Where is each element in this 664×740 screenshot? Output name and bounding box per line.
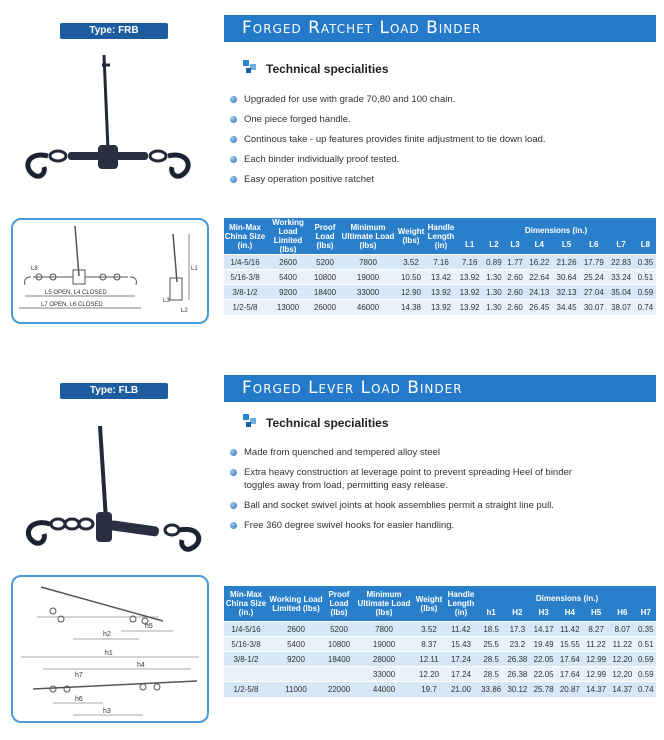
- flb-table-cell: 18400: [324, 652, 354, 667]
- flb-col-handle: Handle Length (in): [444, 586, 478, 622]
- frb-product-image: [18, 55, 198, 195]
- flb-table-cell: 12.20: [609, 652, 635, 667]
- frb-bullet: Easy operation positive ratchet: [230, 173, 546, 186]
- frb-table-cell: 46000: [340, 300, 396, 315]
- flb-table-cell: 12.99: [583, 667, 609, 682]
- frb-table-cell: 13.92: [426, 285, 456, 300]
- flb-col-mul: Minimum Ultimate Load (lbs): [354, 586, 414, 622]
- frb-table-cell: 7.16: [426, 255, 456, 270]
- flb-table-cell: 8.07: [609, 622, 635, 637]
- flb-table-cell: 26.38: [504, 652, 530, 667]
- flb-col-dims: Dimensions (in.): [478, 586, 656, 604]
- frb-diagram-drawing: [13, 220, 207, 322]
- flb-table-cell: 17.64: [557, 652, 583, 667]
- flb-col-proof: Proof Load (lbs): [324, 586, 354, 622]
- frb-table-cell: 3/8-1/2: [224, 285, 266, 300]
- flb-dim-col-header: H2: [504, 604, 530, 621]
- frb-table-cell: 5400: [266, 270, 310, 285]
- flb-table-cell: [324, 667, 354, 682]
- frb-table-cell: 1/4-5/16: [224, 255, 266, 270]
- flb-dim-col-header: H3: [531, 604, 557, 621]
- flb-table-cell: 23.2: [504, 637, 530, 652]
- frb-table-cell: 13.92: [456, 285, 483, 300]
- flb-table-cell: 28000: [354, 652, 414, 667]
- flb-dim-col-header: H6: [609, 604, 635, 621]
- flb-table-cell: 11.22: [609, 637, 635, 652]
- flb-table-cell: 9200: [268, 652, 324, 667]
- frb-table-cell: 33.24: [607, 270, 634, 285]
- flb-table-cell: 15.55: [557, 637, 583, 652]
- frb-table-cell: 12.90: [396, 285, 426, 300]
- flb-table-cell: 5200: [324, 622, 354, 637]
- frb-label-l8: L8: [31, 266, 38, 272]
- frb-label-l7: L7 OPEN, L6 CLOSED: [41, 302, 103, 308]
- frb-table-row: [224, 255, 656, 270]
- frb-bullet: Upgraded for use with grade 70,80 and 100 chain.: [230, 93, 546, 106]
- frb-dim-col-header: L2: [483, 237, 504, 255]
- flb-dim-col-header: h1: [478, 604, 504, 621]
- flb-table-row: [224, 682, 656, 697]
- flb-table-cell: 17.3: [504, 622, 530, 637]
- flb-table-row: [224, 652, 656, 667]
- frb-table-cell: 13000: [266, 300, 310, 315]
- flb-table-cell: 1/2-5/8: [224, 682, 268, 697]
- frb-col-size: Min-Max China Size (in.): [224, 218, 266, 255]
- flb-table-cell: 12.11: [414, 652, 444, 667]
- frb-dim-col-header: L1: [456, 237, 483, 255]
- flb-table-cell: 12.20: [609, 667, 635, 682]
- flb-table-cell: 3/8-1/2: [224, 652, 268, 667]
- flb-table-cell: 0.51: [636, 637, 657, 652]
- flb-table-cell: 11000: [268, 682, 324, 697]
- flb-table-cell: 28.5: [478, 667, 504, 682]
- flb-label-h6: h6: [75, 696, 83, 703]
- frb-table-cell: 25.24: [580, 270, 607, 285]
- frb-bullet: One piece forged handle.: [230, 113, 546, 126]
- frb-table-cell: 7.16: [456, 255, 483, 270]
- frb-table-cell: 9200: [266, 285, 310, 300]
- flb-label-h1: h1: [105, 650, 113, 657]
- flb-table-row: [224, 622, 656, 637]
- flb-table-cell: 5400: [268, 637, 324, 652]
- frb-col-weight: Weight (lbs): [396, 218, 426, 255]
- frb-spec-table: [224, 218, 656, 315]
- frb-col-proof: Proof Load (lbs): [310, 218, 340, 255]
- flb-table-cell: 8.37: [414, 637, 444, 652]
- frb-table-cell: 1.30: [483, 270, 504, 285]
- frb-table-cell: 30.64: [553, 270, 580, 285]
- frb-bullet: Continous take - up features provides finite adjustment to tie down load.: [230, 133, 546, 146]
- frb-table-row: [224, 300, 656, 315]
- flb-table-cell: 25.78: [531, 682, 557, 697]
- frb-table-cell: 7800: [340, 255, 396, 270]
- flb-label-h2: h2: [103, 631, 111, 638]
- flb-bullet: Free 360 degree swivel hooks for easier handling.: [230, 519, 572, 532]
- frb-table-cell: 10.50: [396, 270, 426, 285]
- flb-table-cell: 14.37: [583, 682, 609, 697]
- flb-bullet: Made from quenched and tempered alloy steel: [230, 446, 572, 459]
- flb-spec-heading: Technical specialities: [266, 416, 389, 430]
- flb-spec-table: [224, 586, 656, 697]
- frb-table-cell: 5200: [310, 255, 340, 270]
- flb-table-cell: 11.22: [583, 637, 609, 652]
- flb-table-cell: 17.64: [557, 667, 583, 682]
- frb-table-cell: 2.60: [504, 300, 525, 315]
- flb-bullet: Extra heavy construction at leverage point to prevent spreading Heel of binder: [230, 466, 572, 479]
- frb-table-cell: 16.22: [526, 255, 553, 270]
- frb-table-row: [224, 270, 656, 285]
- flb-table-cell: 26.38: [504, 667, 530, 682]
- frb-table-cell: 27.04: [580, 285, 607, 300]
- frb-bullet: Each binder individually proof tested.: [230, 153, 546, 166]
- frb-table-cell: 26000: [310, 300, 340, 315]
- frb-table-cell: 0.89: [483, 255, 504, 270]
- flb-table-cell: 11.42: [444, 622, 478, 637]
- flb-table-cell: 0.74: [636, 682, 657, 697]
- flb-label-h4: h4: [137, 662, 145, 669]
- flb-table-cell: 22.05: [531, 652, 557, 667]
- frb-table-cell: 24.13: [526, 285, 553, 300]
- frb-dim-col-header: L6: [580, 237, 607, 255]
- frb-label-l5: L5 OPEN, L4 CLOSED: [45, 290, 107, 296]
- flb-table-cell: 1/4-5/16: [224, 622, 268, 637]
- flb-bullet-continued: toggles away from load, permitting easy release.: [244, 480, 448, 491]
- flb-table-cell: 14.37: [609, 682, 635, 697]
- flb-table-cell: 5/16-3/8: [224, 637, 268, 652]
- flb-table-cell: 17.24: [444, 667, 478, 682]
- frb-dim-col-header: L5: [553, 237, 580, 255]
- frb-type-badge: Type: FRB: [60, 23, 168, 39]
- flb-table-cell: 20.87: [557, 682, 583, 697]
- frb-table-cell: 2600: [266, 255, 310, 270]
- frb-table-cell: 35.04: [607, 285, 634, 300]
- flb-col-size: Min-Max China Size (in.): [224, 586, 268, 622]
- frb-table-cell: 26.45: [526, 300, 553, 315]
- frb-table-cell: 14.38: [396, 300, 426, 315]
- flb-table-cell: 0.59: [636, 667, 657, 682]
- flb-label-h7: h7: [75, 672, 83, 679]
- flb-table-cell: 3.52: [414, 622, 444, 637]
- frb-title-bar: Forged Ratchet Load Binder: [224, 15, 656, 42]
- frb-table-cell: 13.92: [456, 270, 483, 285]
- flb-dim-col-header: H7: [636, 604, 657, 621]
- flb-label-h3: h3: [103, 708, 111, 715]
- flb-table-cell: 11.42: [557, 622, 583, 637]
- frb-table-cell: 33000: [340, 285, 396, 300]
- frb-dimension-diagram: [11, 218, 209, 324]
- frb-col-wll: Working Load Limited (lbs): [266, 218, 310, 255]
- frb-label-l3: L3: [163, 298, 170, 304]
- frb-table-cell: 30.07: [580, 300, 607, 315]
- frb-table-cell: 17.79: [580, 255, 607, 270]
- frb-label-l2: L2: [181, 308, 188, 314]
- flb-table-row: [224, 637, 656, 652]
- frb-table-cell: 13.92: [456, 300, 483, 315]
- frb-table-cell: 13.92: [426, 300, 456, 315]
- flb-col-wll: Working Load Limited (lbs): [268, 586, 324, 622]
- flb-title-bar: Forged Lever Load Binder: [224, 375, 656, 402]
- frb-table-cell: 18400: [310, 285, 340, 300]
- flb-dim-col-header: H5: [583, 604, 609, 621]
- frb-table-cell: 13.42: [426, 270, 456, 285]
- frb-table-cell: 21.26: [553, 255, 580, 270]
- flb-col-weight: Weight (lbs): [414, 586, 444, 622]
- frb-dim-col-header: L3: [504, 237, 525, 255]
- flb-table-cell: 12.99: [583, 652, 609, 667]
- flb-table-cell: 21.00: [444, 682, 478, 697]
- frb-table-cell: 5/16-3/8: [224, 270, 266, 285]
- flb-table-cell: 18.5: [478, 622, 504, 637]
- flb-table-cell: 33.86: [478, 682, 504, 697]
- frb-table-cell: 0.35: [635, 255, 656, 270]
- flb-table-cell: 0.35: [636, 622, 657, 637]
- flb-table-cell: 0.59: [636, 652, 657, 667]
- flb-table-cell: 22.05: [531, 667, 557, 682]
- frb-table-cell: 0.51: [635, 270, 656, 285]
- frb-table-cell: 1.77: [504, 255, 525, 270]
- flb-table-cell: 19000: [354, 637, 414, 652]
- flb-table-cell: 22000: [324, 682, 354, 697]
- flb-dimension-diagram: [11, 575, 209, 723]
- flb-table-cell: 15.43: [444, 637, 478, 652]
- flb-diagram-drawing: [13, 577, 207, 721]
- flb-table-cell: 17.24: [444, 652, 478, 667]
- frb-spec-heading: Technical specialities: [266, 62, 389, 76]
- frb-table-cell: 22.64: [526, 270, 553, 285]
- flb-table-cell: 2600: [268, 622, 324, 637]
- frb-table-cell: 1.30: [483, 300, 504, 315]
- flb-type-badge: Type: FLB: [60, 383, 168, 399]
- frb-table-cell: 34.45: [553, 300, 580, 315]
- flb-dim-col-header: H4: [557, 604, 583, 621]
- frb-table-cell: 19000: [340, 270, 396, 285]
- flb-table-cell: 28.5: [478, 652, 504, 667]
- frb-table-cell: 1.30: [483, 285, 504, 300]
- frb-table-cell: 10800: [310, 270, 340, 285]
- flb-table-cell: 19.7: [414, 682, 444, 697]
- frb-label-l1: L1: [191, 266, 198, 272]
- flb-table-cell: 10800: [324, 637, 354, 652]
- frb-dim-col-header: L4: [526, 237, 553, 255]
- frb-col-dims: Dimensions (in.): [456, 218, 656, 237]
- frb-table-cell: 1/2-5/8: [224, 300, 266, 315]
- frb-table-row: [224, 285, 656, 300]
- flb-table-row: [224, 667, 656, 682]
- frb-dim-col-header: L8: [635, 237, 656, 255]
- flb-table-cell: 25.5: [478, 637, 504, 652]
- frb-table-cell: 2.60: [504, 270, 525, 285]
- flb-table-cell: [224, 667, 268, 682]
- frb-table-cell: 3.52: [396, 255, 426, 270]
- flb-table-cell: 33000: [354, 667, 414, 682]
- flb-table-cell: 19.49: [531, 637, 557, 652]
- flb-table-cell: [268, 667, 324, 682]
- flb-table-cell: 8.27: [583, 622, 609, 637]
- flb-table-cell: 12.20: [414, 667, 444, 682]
- flb-table-cell: 30.12: [504, 682, 530, 697]
- flb-product-image: [14, 420, 204, 560]
- flb-spec-icon: [243, 414, 259, 428]
- frb-table-cell: 22.83: [607, 255, 634, 270]
- flb-label-h5: h5: [145, 623, 153, 630]
- flb-table-cell: 14.17: [531, 622, 557, 637]
- flb-table-cell: 44000: [354, 682, 414, 697]
- frb-table-cell: 38.07: [607, 300, 634, 315]
- frb-spec-icon: [243, 60, 259, 74]
- flb-bullet-list: [230, 446, 572, 532]
- frb-bullet-list: [230, 93, 546, 186]
- frb-dim-col-header: L7: [607, 237, 634, 255]
- frb-col-mul: Minimum Ultimate Load (lbs): [340, 218, 396, 255]
- frb-table-cell: 0.74: [635, 300, 656, 315]
- flb-table-cell: 7800: [354, 622, 414, 637]
- frb-table-cell: 32.13: [553, 285, 580, 300]
- flb-bullet: Ball and socket swivel joints at hook assemblies permit a straight line pull.: [230, 499, 572, 512]
- frb-table-cell: 0.59: [635, 285, 656, 300]
- frb-col-handle: Handle Length (in): [426, 218, 456, 255]
- frb-table-cell: 2.60: [504, 285, 525, 300]
